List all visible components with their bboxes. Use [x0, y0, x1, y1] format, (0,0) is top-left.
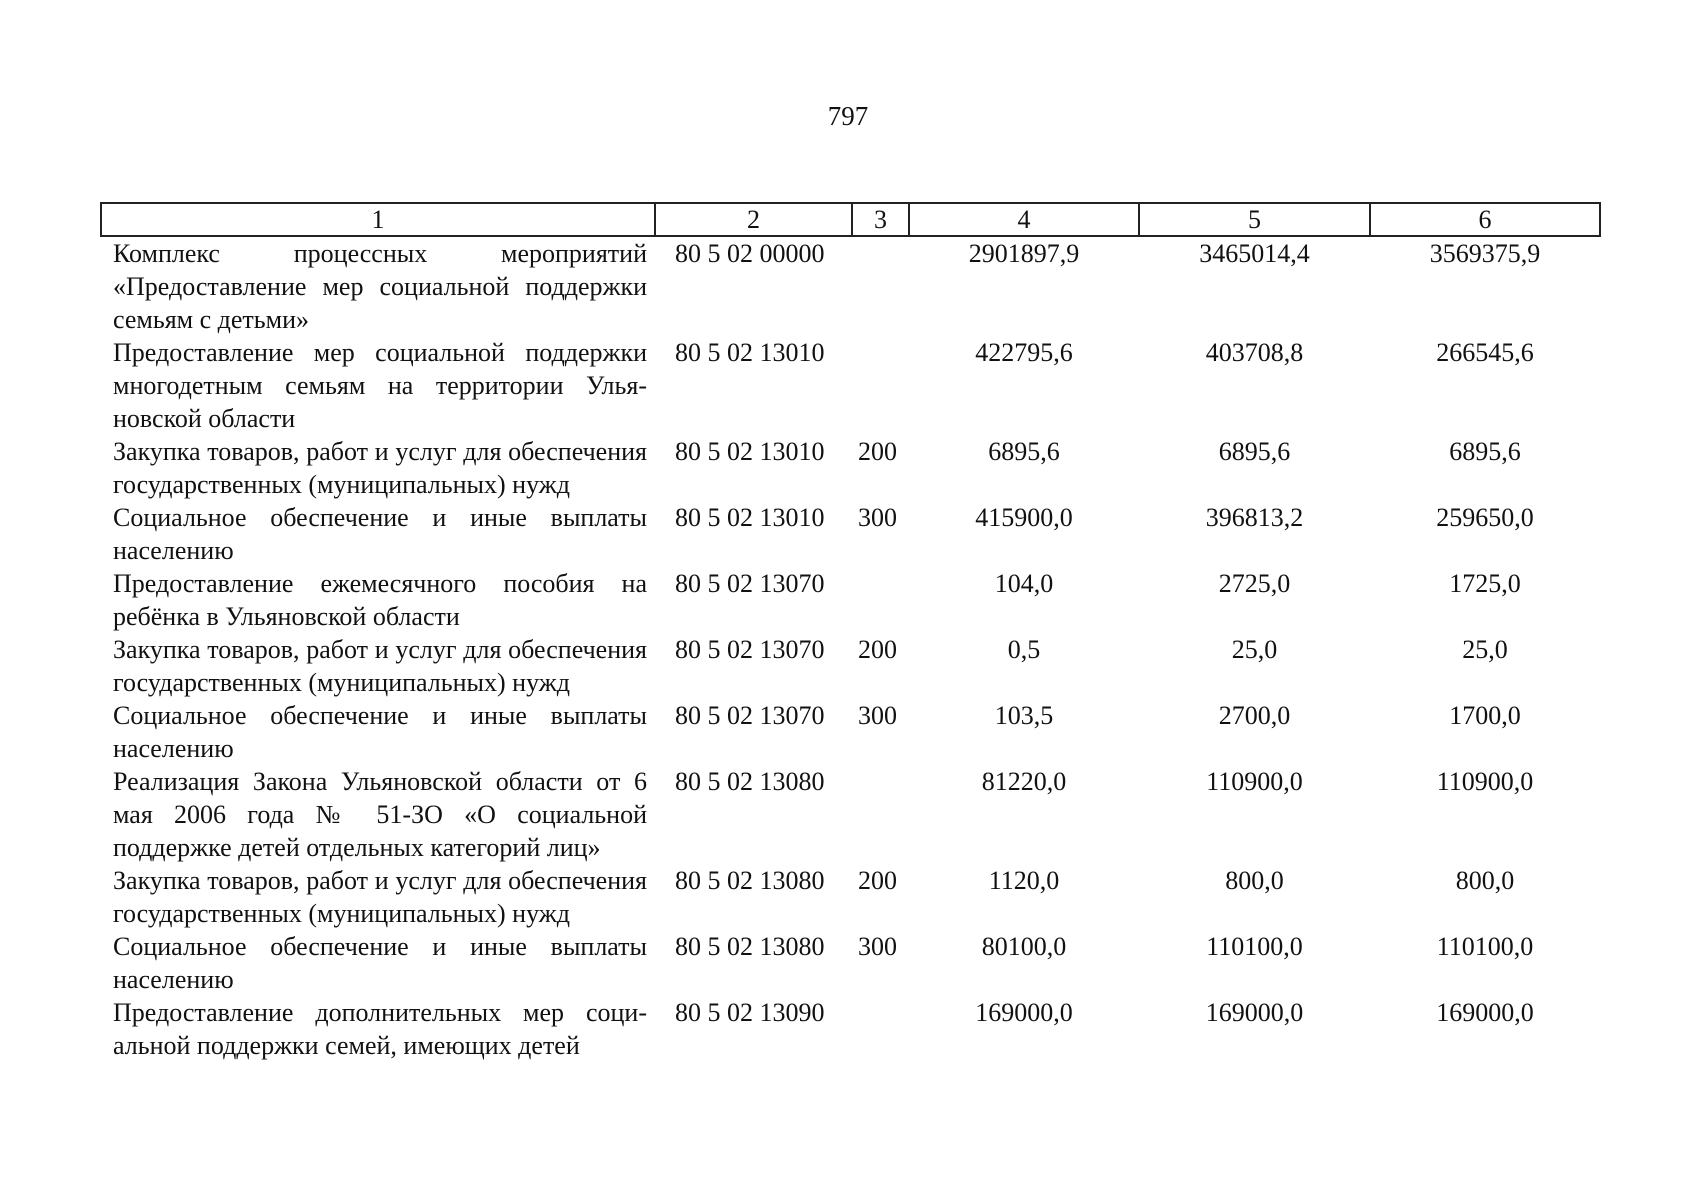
row-value-col5-cell: 6895,6: [1218, 437, 1291, 466]
row-code-cell: 80 5 02 13080: [675, 866, 825, 895]
row-value-col4-cell: 2901897,9: [968, 239, 1080, 268]
column-header: 6: [1370, 203, 1600, 236]
column-header: 2: [655, 203, 852, 236]
row-value-col5-cell: 396813,2: [1205, 503, 1304, 532]
row-value-col5-cell: 110100,0: [1206, 932, 1303, 961]
row-code-cell: 80 5 02 13070: [675, 569, 825, 598]
row-value-col6-cell: 110900,0: [1436, 767, 1534, 796]
row-name-cell: Комплекс процессных мероприятий «Предоставление мер социальной поддержки семьям с детьми»: [113, 239, 647, 334]
row-value-col4-cell: 81220,0: [981, 767, 1067, 796]
row-expense-type-cell: 200: [858, 437, 897, 466]
table-row: [101, 699, 1600, 765]
row-expense-type-cell: [852, 567, 909, 633]
row-value-col6-cell: 25,0: [1462, 635, 1508, 664]
table-row: [101, 864, 1600, 930]
table-row: [101, 633, 1600, 699]
row-value-col5-cell: 2700,0: [1218, 701, 1291, 730]
row-expense-type-cell: [852, 996, 909, 1062]
row-name-cell: Закупка товаров, работ и услуг для обеспечения государственных (муниципальных) нужд: [113, 635, 647, 697]
row-name-cell: Закупка товаров, работ и услуг для обеспечения государственных (муниципальных) нужд: [113, 437, 647, 499]
table-row: [101, 501, 1600, 567]
row-expense-type-cell: 300: [858, 701, 897, 730]
row-expense-type-cell: 200: [858, 635, 897, 664]
table-header-row: [101, 203, 1600, 236]
row-expense-type-cell: [852, 765, 909, 864]
row-value-col4-cell: 80100,0: [981, 932, 1067, 961]
row-expense-type-cell: 300: [858, 932, 897, 961]
row-name-cell: Социальное обеспечение и иные выплаты населению: [113, 932, 647, 994]
row-name-cell: Предоставление ежемесячного пособия на ребёнка в Ульяновской области: [113, 569, 647, 631]
row-name-cell: Реализация Закона Ульяновской области от 6 мая 2006 года № 51-ЗО «О социальной поддержке детей отдельных категорий лиц»: [113, 767, 647, 862]
table-row: [101, 930, 1600, 996]
column-header: 1: [101, 203, 655, 236]
row-code-cell: 80 5 02 13070: [675, 701, 825, 730]
table-row: [101, 236, 1600, 336]
row-code-cell: 80 5 02 13090: [675, 998, 825, 1027]
row-value-col5-cell: 2725,0: [1218, 569, 1291, 598]
row-code-cell: 80 5 02 13010: [675, 503, 825, 532]
row-value-col6-cell: 800,0: [1455, 866, 1515, 895]
row-value-col4-cell: 103,5: [994, 701, 1054, 730]
row-value-col6-cell: 266545,6: [1436, 338, 1534, 367]
row-value-col5-cell: 25,0: [1231, 635, 1278, 664]
row-name-cell: Закупка товаров, работ и услуг для обеспечения государственных (муниципальных) нужд: [113, 866, 647, 928]
row-code-cell: 80 5 02 00000: [675, 239, 825, 268]
page-number: 797: [827, 101, 869, 131]
row-expense-type-cell: 300: [858, 503, 897, 532]
row-value-col6-cell: 169000,0: [1436, 998, 1534, 1027]
row-value-col4-cell: 422795,6: [975, 338, 1073, 367]
row-expense-type-cell: [852, 336, 909, 435]
table-row: [101, 435, 1600, 501]
row-code-cell: 80 5 02 13010: [675, 338, 825, 367]
table-row: [101, 567, 1600, 633]
row-value-col5-cell: 800,0: [1225, 866, 1284, 895]
row-expense-type-cell: 200: [858, 866, 897, 895]
row-expense-type-cell: [852, 236, 909, 336]
table-row: [101, 336, 1600, 435]
row-value-col5-cell: 169000,0: [1205, 998, 1304, 1027]
row-value-col5-cell: 3465014,4: [1199, 239, 1310, 268]
row-value-col4-cell: 415900,0: [975, 503, 1073, 532]
row-code-cell: 80 5 02 13010: [675, 437, 825, 466]
row-value-col4-cell: 104,0: [994, 569, 1054, 598]
row-value-col5-cell: 403708,8: [1205, 338, 1304, 367]
row-value-col4-cell: 0,5: [1007, 635, 1041, 664]
column-header: 4: [909, 203, 1139, 236]
row-value-col5-cell: 110900,0: [1206, 767, 1303, 796]
table-row: [101, 765, 1600, 864]
row-value-col6-cell: 1725,0: [1449, 569, 1521, 598]
table-row: [101, 996, 1600, 1062]
row-code-cell: 80 5 02 13070: [675, 635, 825, 664]
column-header: 5: [1139, 203, 1370, 236]
row-code-cell: 80 5 02 13080: [675, 767, 825, 796]
row-code-cell: 80 5 02 13080: [675, 932, 825, 961]
row-value-col6-cell: 3569375,9: [1429, 239, 1541, 268]
row-value-col4-cell: 1120,0: [988, 866, 1060, 895]
row-value-col6-cell: 6895,6: [1449, 437, 1521, 466]
row-value-col4-cell: 169000,0: [975, 998, 1073, 1027]
row-value-col6-cell: 1700,0: [1449, 701, 1521, 730]
row-name-cell: Социальное обеспечение и иные выплаты населению: [113, 701, 647, 763]
row-value-col6-cell: 259650,0: [1436, 503, 1534, 532]
row-name-cell: Предоставление дополнительных мер социальной поддержки семей, имеющих детей: [113, 998, 647, 1060]
column-header: 3: [852, 203, 909, 236]
row-name-cell: Предоставление мер социальной поддержки многодетным семьям на территории Ульяновской области: [113, 338, 647, 433]
row-value-col6-cell: 110100,0: [1436, 932, 1534, 961]
row-name-cell: Социальное обеспечение и иные выплаты населению: [113, 503, 647, 565]
budget-table: [100, 202, 1601, 1062]
row-value-col4-cell: 6895,6: [988, 437, 1060, 466]
